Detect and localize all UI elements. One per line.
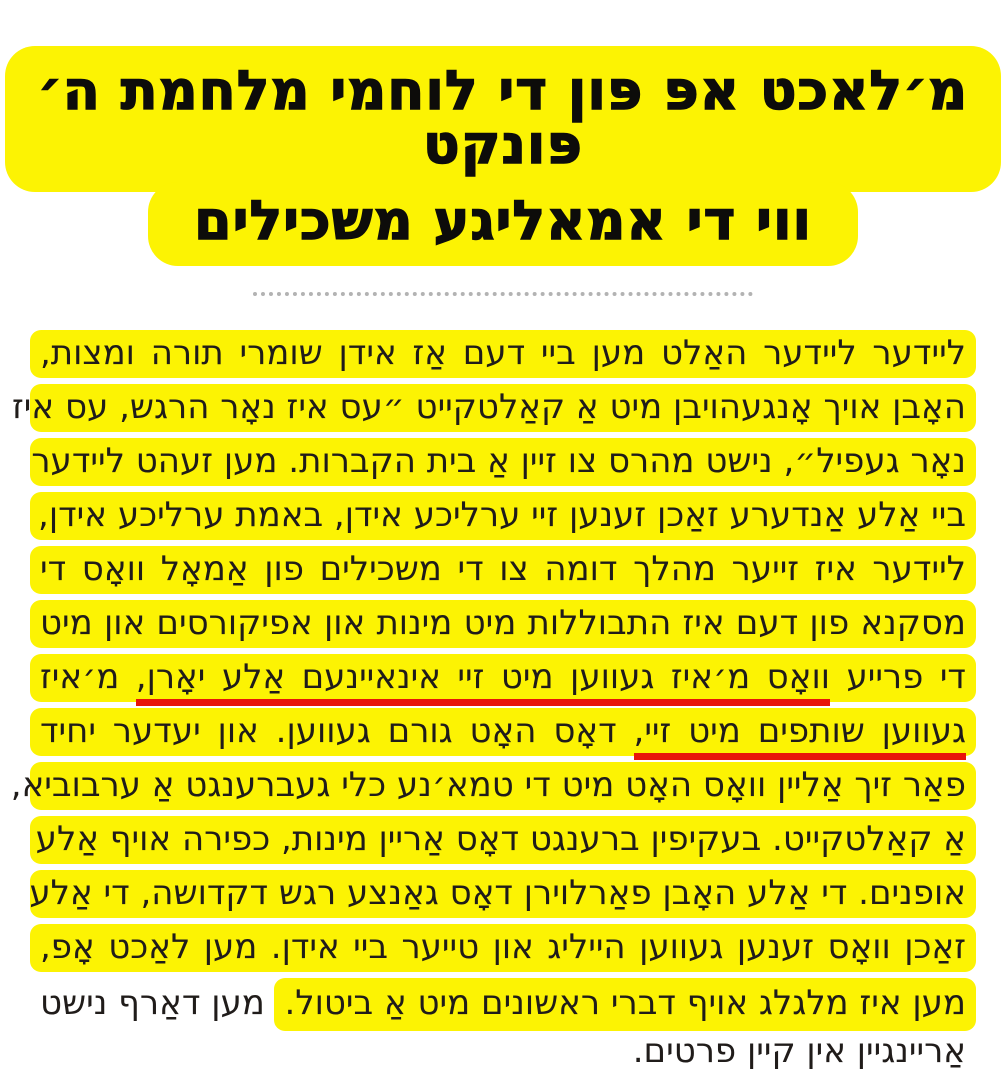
text-line-6: מסקנא פון דעם איז התבוללות מיט מינות און אפיקורסים און מיט <box>30 600 976 648</box>
text-line-2: האָבן אויך אָנגעהויבן מיט אַ קאַלטקייט ״עס איז נאָר הרגש, עס איז <box>30 384 976 432</box>
section-divider <box>253 292 753 296</box>
line-7-red-underlined-segment: וואָס מ׳איז געווען מיט זיי אינאיינעם אַלע יאָרן, <box>136 657 830 706</box>
text-line-12: זאַכן וואָס זענען געווען הייליג און טייער ביי אידן. מען לאַכט אָפ, <box>30 924 976 972</box>
text-line-5: ליידער איז זייער מהלך דומה צו די משכילים פון אַמאָל וואָס די <box>30 546 976 594</box>
text-line-11: אופנים. די אַלע האָבן פאַרלוירן דאָס גאַנצע רגש דקדושה, די אַלע <box>30 870 976 918</box>
text-line-14: אַריינגיין אין קיין פרטים. <box>632 1031 966 1071</box>
text-line-13 <box>40 978 966 1023</box>
line-7-plain-segment: די פרייע <box>829 657 966 697</box>
text-line-3: נאָר געפיל״, נישט מהרס צו זיין אַ בית הקברות. מען זעהט ליידער <box>30 438 976 486</box>
paragraph <box>10 330 966 1074</box>
line-7-trailing-segment: מ׳איז <box>40 657 136 697</box>
headline-line-2: ווי די אמאליגע משכילים <box>148 182 858 266</box>
line-8-plain-segment: דאָס האָט גורם געווען. און יעדער יחיד <box>40 711 634 751</box>
headline <box>0 0 1006 266</box>
line-13-unhighlighted-segment: מען דאַרף נישט <box>40 983 265 1023</box>
line-8-red-underlined-segment: געווען שותפים מיט זיי, <box>634 711 966 760</box>
text-line-4: ביי אַלע אַנדערע זאַכן זענען זיי ערליכע אידן, באמת ערליכע אידן, <box>30 492 976 540</box>
headline-line-1: מ׳לאכט אפּ פּון די לוחמי מלחמת ה׳ פּונקט <box>5 46 1001 192</box>
text-line-9: פאַר זיך אַליין וואָס האָט מיט די טמא׳נע כלי געברענגט אַ ערבוביא, <box>30 762 976 810</box>
text-line-1: ליידער ליידער האַלט מען ביי דעם אַז אידן שומרי תורה ומצות, <box>30 330 976 378</box>
text-line-8 <box>30 708 976 756</box>
line-13-highlighted-segment: מען איז מלגלג אויף דברי ראשונים מיט אַ ביטול. <box>274 978 976 1031</box>
text-line-10: אַ קאַלטקייט. בעקיפין ברענגט דאָס אַריין מינות, כפירה אויף אַלע <box>30 816 976 864</box>
text-line-7 <box>30 654 976 702</box>
